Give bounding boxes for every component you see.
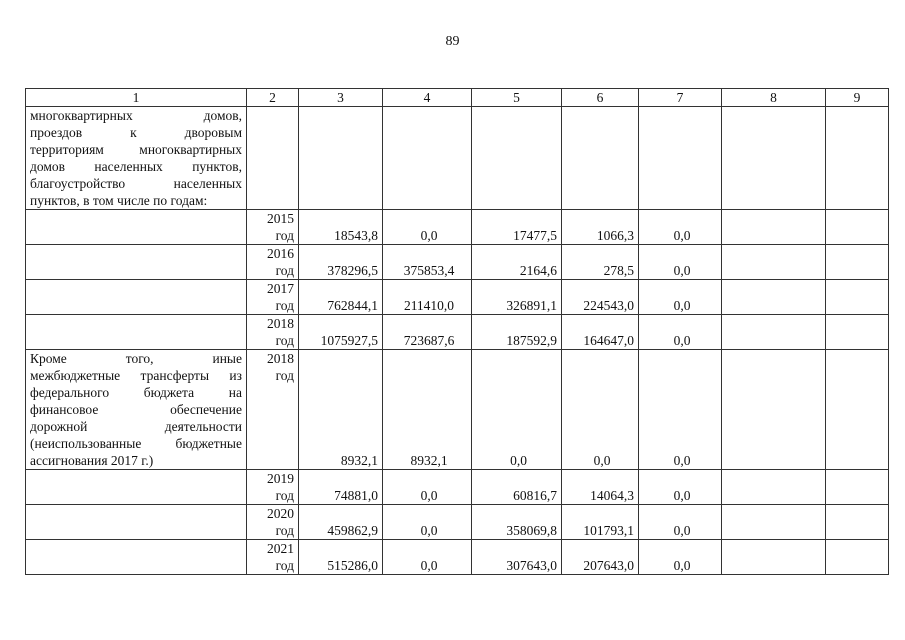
empty-cell (26, 315, 247, 350)
empty-cell (722, 107, 826, 210)
year-cell: 2015 год (247, 210, 299, 245)
year-row (26, 315, 889, 350)
empty-cell (383, 107, 472, 210)
intro-row (26, 107, 889, 210)
value-cell-col7: 0,0 (639, 470, 722, 505)
other-transfers-line: финансовое обеспечение (30, 402, 242, 417)
value-cell-col6: 164647,0 (562, 315, 639, 350)
year-cell: 2016 год (247, 245, 299, 280)
value-cell-col9 (826, 505, 889, 540)
value-cell-col7: 0,0 (639, 315, 722, 350)
year-row (26, 470, 889, 505)
value-cell-col3: 515286,0 (299, 540, 383, 575)
value-cell-col9 (826, 470, 889, 505)
value-cell-col7: 0,0 (639, 505, 722, 540)
column-header-3: 3 (299, 89, 383, 107)
other-transfers-line: дорожной деятельности (30, 419, 242, 434)
other-transfers-line: (неиспользованные бюджетные (30, 436, 242, 451)
value-cell-col3: 378296,5 (299, 245, 383, 280)
empty-cell (247, 107, 299, 210)
value-cell-col6: 1066,3 (562, 210, 639, 245)
column-header-5: 5 (472, 89, 562, 107)
value-cell-col6: 0,0 (562, 350, 639, 470)
value-cell-col3: 459862,9 (299, 505, 383, 540)
intro-line: благоустройство населенных (30, 176, 242, 191)
year-cell: 2021 год (247, 540, 299, 575)
year-row (26, 540, 889, 575)
year-cell: 2019 год (247, 470, 299, 505)
value-cell-col3: 762844,1 (299, 280, 383, 315)
empty-cell (26, 505, 247, 540)
value-cell-col5: 17477,5 (472, 210, 562, 245)
other-transfers-line: ассигнования 2017 г.) (30, 453, 154, 468)
value-cell-col9 (826, 280, 889, 315)
value-cell-col3: 74881,0 (299, 470, 383, 505)
value-cell-col5: 0,0 (472, 350, 562, 470)
empty-cell (472, 107, 562, 210)
value-cell-col8 (722, 470, 826, 505)
year-row (26, 245, 889, 280)
value-cell-col9 (826, 540, 889, 575)
empty-cell (26, 280, 247, 315)
year-cell: 2018 год (247, 315, 299, 350)
value-cell-col9 (826, 245, 889, 280)
value-cell-col5: 2164,6 (472, 245, 562, 280)
other-transfers-description (26, 350, 247, 470)
value-cell-col9 (826, 210, 889, 245)
value-cell-col9 (826, 350, 889, 470)
column-header-1: 1 (26, 89, 247, 107)
year-cell: 2018 год (247, 350, 299, 470)
column-header-2: 2 (247, 89, 299, 107)
column-header-7: 7 (639, 89, 722, 107)
value-cell-col8 (722, 505, 826, 540)
value-cell-col8 (722, 210, 826, 245)
value-cell-col3: 1075927,5 (299, 315, 383, 350)
value-cell-col5: 187592,9 (472, 315, 562, 350)
value-cell-col8 (722, 245, 826, 280)
intro-line: территориям многоквартирных (30, 142, 242, 157)
empty-cell (26, 210, 247, 245)
value-cell-col3: 18543,8 (299, 210, 383, 245)
empty-cell (26, 470, 247, 505)
value-cell-col4: 0,0 (383, 540, 472, 575)
value-cell-col5: 358069,8 (472, 505, 562, 540)
column-header-8: 8 (722, 89, 826, 107)
empty-cell (562, 107, 639, 210)
other-transfers-line: Кроме того, иные (30, 351, 242, 366)
column-header-6: 6 (562, 89, 639, 107)
intro-line: домов населенных пунктов, (30, 159, 242, 174)
column-header-9: 9 (826, 89, 889, 107)
value-cell-col7: 0,0 (639, 540, 722, 575)
other-transfers-line: федерального бюджета на (30, 385, 242, 400)
value-cell-col4: 211410,0 (383, 280, 472, 315)
intro-line: многоквартирных домов, (30, 108, 242, 123)
empty-cell (26, 245, 247, 280)
header-row (26, 89, 889, 107)
value-cell-col4: 0,0 (383, 210, 472, 245)
value-cell-col3: 8932,1 (299, 350, 383, 470)
empty-cell (639, 107, 722, 210)
value-cell-col4: 375853,4 (383, 245, 472, 280)
empty-cell (299, 107, 383, 210)
empty-cell (826, 107, 889, 210)
value-cell-col5: 326891,1 (472, 280, 562, 315)
value-cell-col4: 0,0 (383, 470, 472, 505)
value-cell-col4: 723687,6 (383, 315, 472, 350)
value-cell-col8 (722, 540, 826, 575)
value-cell-col7: 0,0 (639, 210, 722, 245)
value-cell-col7: 0,0 (639, 350, 722, 470)
value-cell-col7: 0,0 (639, 280, 722, 315)
year-cell: 2020 год (247, 505, 299, 540)
value-cell-col4: 8932,1 (383, 350, 472, 470)
year-row (26, 505, 889, 540)
value-cell-col4: 0,0 (383, 505, 472, 540)
value-cell-col8 (722, 315, 826, 350)
other-transfers-line: межбюджетные трансферты из (30, 368, 242, 383)
value-cell-col9 (826, 315, 889, 350)
value-cell-col6: 224543,0 (562, 280, 639, 315)
year-row (26, 210, 889, 245)
page-number: 89 (445, 34, 460, 49)
year-cell: 2017 год (247, 280, 299, 315)
value-cell-col6: 278,5 (562, 245, 639, 280)
intro-line: пунктов, в том числе по годам: (30, 193, 208, 208)
empty-cell (26, 540, 247, 575)
value-cell-col6: 207643,0 (562, 540, 639, 575)
value-cell-col5: 60816,7 (472, 470, 562, 505)
value-cell-col7: 0,0 (639, 245, 722, 280)
year-row (26, 280, 889, 315)
value-cell-col5: 307643,0 (472, 540, 562, 575)
value-cell-col6: 14064,3 (562, 470, 639, 505)
value-cell-col6: 101793,1 (562, 505, 639, 540)
value-cell-col8 (722, 350, 826, 470)
column-header-4: 4 (383, 89, 472, 107)
other-transfers-row (26, 350, 889, 470)
budget-table (25, 88, 889, 575)
intro-line: проездов к дворовым (30, 125, 242, 140)
intro-description (26, 107, 247, 210)
value-cell-col8 (722, 280, 826, 315)
